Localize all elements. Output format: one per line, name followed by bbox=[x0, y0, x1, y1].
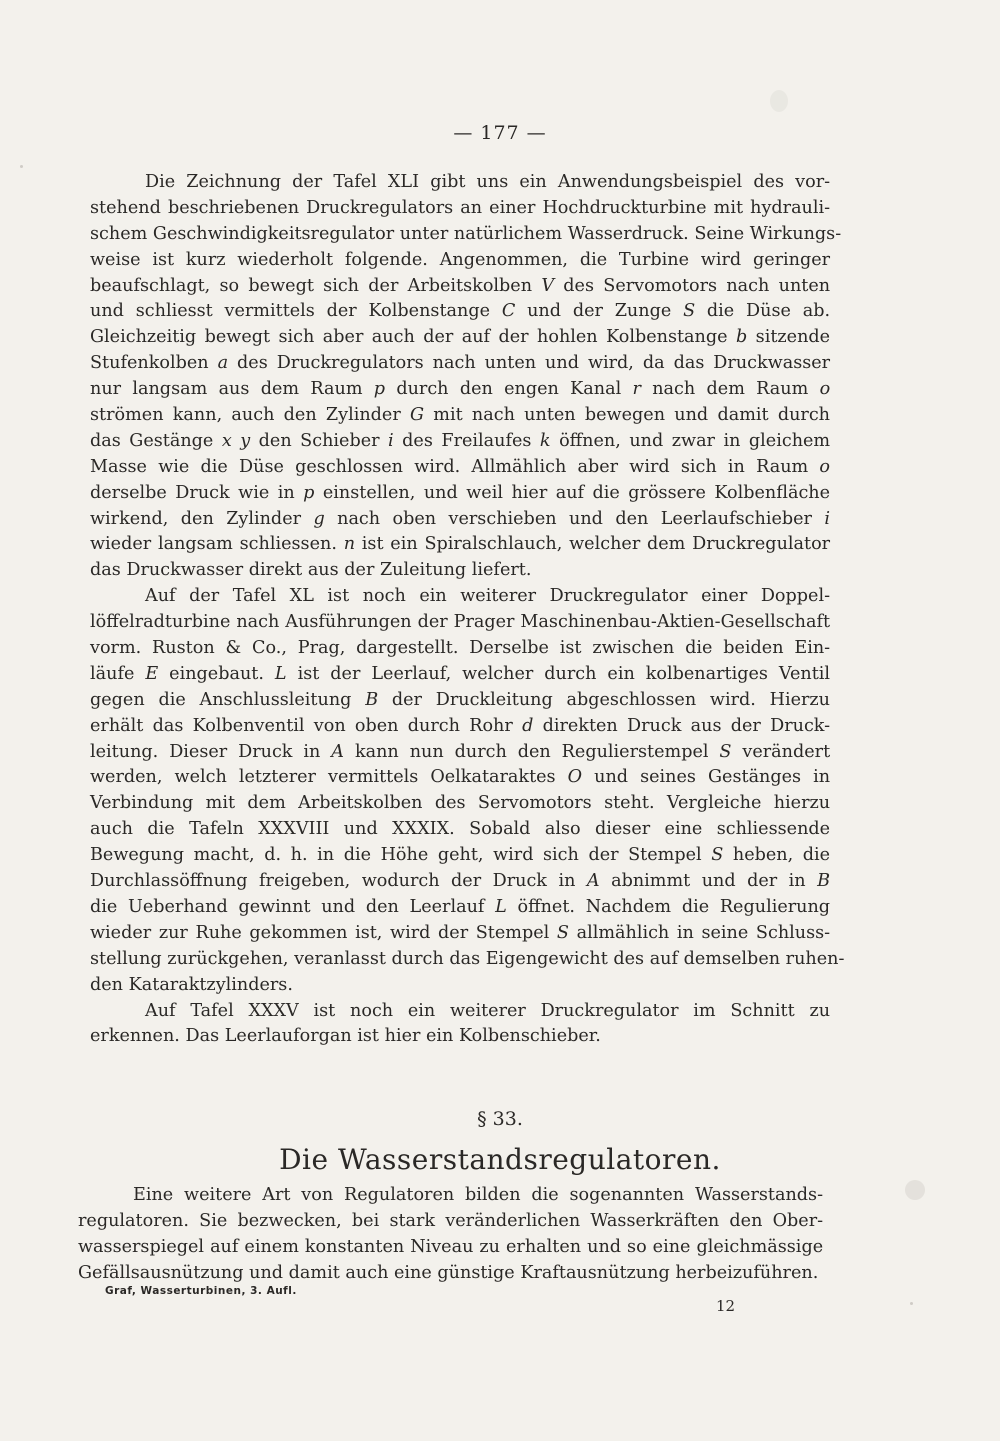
text-line: wieder langsam schliessen. n ist ein Spiralschlauch, welcher dem Druckregulator bbox=[90, 534, 831, 555]
text-line: stehend beschriebenen Druckregulators an einer Hochdruckturbine mit hydrauli- bbox=[90, 197, 831, 218]
text-line: Verbindung mit dem Arbeitskolben des Servomotors steht. Vergleiche hierzu bbox=[90, 793, 831, 814]
paper-speck bbox=[905, 1180, 925, 1200]
text-line: wirkend, den Zylinder g nach oben verschieben und den Leerlaufschieber i bbox=[90, 508, 831, 529]
text-line: derselbe Druck wie in p einstellen, und weil hier auf die grössere Kolbenfläche bbox=[90, 482, 831, 503]
text-line: Durchlassöffnung freigeben, wodurch der Druck in A abnimmt und der in B bbox=[90, 871, 831, 892]
text-line: Auf der Tafel XL ist noch ein weiterer Druckregulator einer Doppel- bbox=[145, 586, 831, 607]
text-line: Masse wie die Düse geschlossen wird. Allmählich aber wird sich in Raum o bbox=[90, 456, 831, 477]
text-line: Gefällsausnützung und damit auch eine günstige Kraftausnützung herbeizuführen. bbox=[78, 1262, 819, 1283]
footer-sheet-number: 12 bbox=[716, 1297, 736, 1315]
paper-speck bbox=[20, 165, 23, 168]
text-line: auch die Tafeln XXXVIII und XXXIX. Sobald also dieser eine schliessende bbox=[90, 819, 831, 840]
text-line: weise ist kurz wiederholt folgende. Angenommen, die Turbine wird geringer bbox=[90, 249, 831, 270]
text-line: leitung. Dieser Druck in A kann nun durch den Regulierstempel S verändert bbox=[90, 741, 831, 762]
section-number: § 33. bbox=[477, 1108, 523, 1130]
text-line: beaufschlagt, so bewegt sich der Arbeitskolben V des Servomotors nach unten bbox=[90, 275, 831, 296]
text-line: den Kataraktzylinders. bbox=[90, 974, 293, 995]
text-line: und schliesst vermittels der Kolbenstange C und der Zunge S die Düse ab. bbox=[90, 301, 831, 322]
main-text bbox=[90, 170, 845, 1050]
text-line: Die Zeichnung der Tafel XLI gibt uns ein Anwendungsbeispiel des vor- bbox=[145, 172, 831, 192]
text-line: das Druckwasser direkt aus der Zuleitung liefert. bbox=[90, 560, 532, 581]
text-line: Stufenkolben a des Druckregulators nach unten und wird, da das Druckwasser bbox=[90, 353, 831, 374]
footer-signature: Graf, Wasserturbinen, 3. Aufl. bbox=[105, 1285, 297, 1297]
text-line: vorm. Ruston & Co., Prag, dargestellt. Derselbe ist zwischen die beiden Ein- bbox=[90, 638, 831, 659]
text-line: Bewegung macht, d. h. in die Höhe geht, wird sich der Stempel S heben, die bbox=[90, 845, 831, 866]
text-line: löffelradturbine nach Ausführungen der Prager Maschinenbau-Aktien-Gesellschaft bbox=[90, 612, 831, 633]
page-number: — 177 — bbox=[453, 122, 547, 144]
text-line: Eine weitere Art von Regulatoren bilden die sogenannten Wasserstands- bbox=[133, 1185, 824, 1205]
text-line: erkennen. Das Leerlauforgan ist hier ein Kolbenschieber. bbox=[90, 1026, 601, 1047]
text-line: Gleichzeitig bewegt sich aber auch der auf der hohlen Kolbenstange b sitzende bbox=[90, 327, 831, 348]
text-line: werden, welch letzterer vermittels Oelkataraktes O und seines Gestänges in bbox=[90, 767, 831, 788]
text-line: wasserspiegel auf einem konstanten Niveau zu erhalten und so eine gleichmässige bbox=[78, 1236, 824, 1257]
text-line: gegen die Anschlussleitung B der Druckleitung abgeschlossen wird. Hierzu bbox=[90, 689, 831, 710]
text-line: läufe E eingebaut. L ist der Leerlauf, welcher durch ein kolbenartiges Ventil bbox=[90, 663, 831, 684]
text-line: stellung zurückgehen, veranlasst durch das Eigengewicht des auf demselben ruhen- bbox=[90, 948, 845, 969]
text-line: Auf Tafel XXXV ist noch ein weiterer Druckregulator im Schnitt zu bbox=[145, 1000, 831, 1021]
section-text bbox=[78, 1183, 823, 1287]
text-line: das Gestänge x y den Schieber i des Freilaufes k öffnen, und zwar in gleichem bbox=[90, 430, 831, 451]
text-line: wieder zur Ruhe gekommen ist, wird der Stempel S allmählich in seine Schluss- bbox=[90, 922, 831, 943]
text-line: nur langsam aus dem Raum p durch den engen Kanal r nach dem Raum o bbox=[90, 379, 831, 400]
text-line: schem Geschwindigkeitsregulator unter natürlichem Wasserdruck. Seine Wirkungs- bbox=[90, 223, 842, 244]
paper-speck bbox=[910, 1302, 913, 1305]
paper-speck bbox=[770, 90, 788, 112]
text-line: erhält das Kolbenventil von oben durch Rohr d direkten Druck aus der Druck- bbox=[90, 715, 831, 736]
text-line: strömen kann, auch den Zylinder G mit nach unten bewegen und damit durch bbox=[90, 405, 831, 426]
section-title: Die Wasserstandsregulatoren. bbox=[279, 1143, 721, 1176]
text-line: regulatoren. Sie bezwecken, bei stark veränderlichen Wasserkräften den Ober- bbox=[78, 1210, 824, 1231]
text-line: die Ueberhand gewinnt und den Leerlauf L öffnet. Nachdem die Regulierung bbox=[90, 896, 831, 917]
